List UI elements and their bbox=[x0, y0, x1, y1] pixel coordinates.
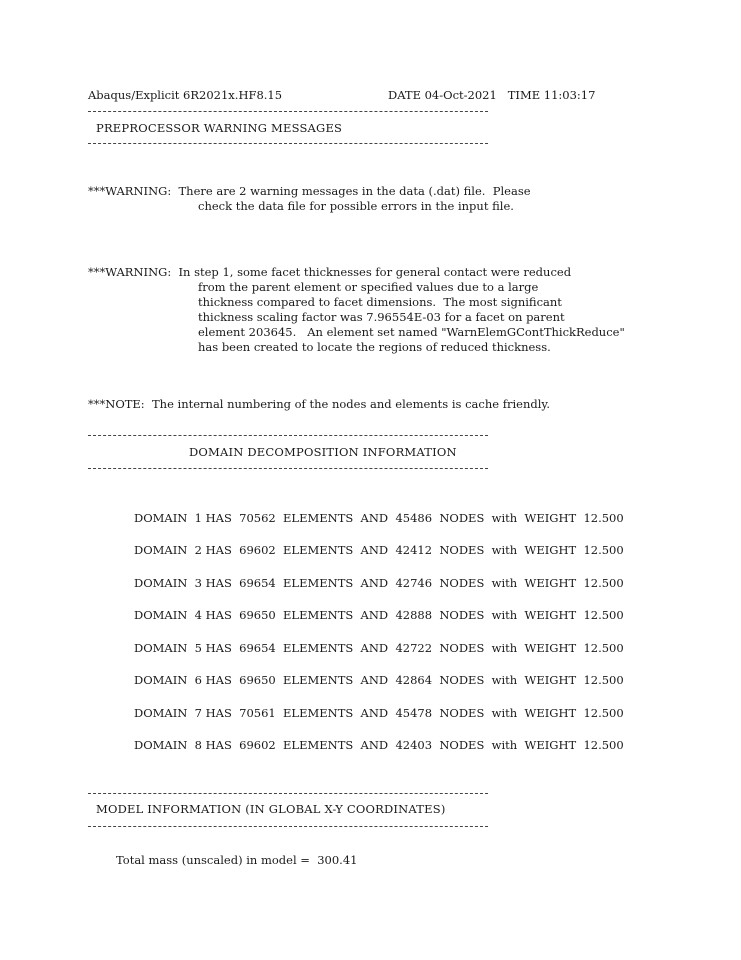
total-mass: Total mass (unscaled) in model = 300.41 bbox=[116, 853, 358, 867]
domain-row: DOMAIN 7 HAS 70561 ELEMENTS AND 45478 NODES with WEIGHT 12.500 bbox=[134, 706, 624, 720]
domain-row: DOMAIN 1 HAS 70562 ELEMENTS AND 45486 NODES with WEIGHT 12.500 bbox=[134, 511, 624, 525]
warning-line: from the parent element or specified values due to a large bbox=[198, 280, 539, 294]
preprocessor-title: PREPROCESSOR WARNING MESSAGES bbox=[96, 121, 343, 135]
warning-line: ***WARNING: There are 2 warning messages in the data (.dat) file. Please bbox=[88, 184, 531, 198]
divider bbox=[88, 826, 488, 827]
divider bbox=[88, 468, 488, 469]
warning-line: thickness compared to facet dimensions. The most significant bbox=[198, 295, 562, 309]
model-section-title: MODEL INFORMATION (IN GLOBAL X-Y COORDINATES) bbox=[96, 802, 446, 816]
divider bbox=[88, 793, 488, 794]
divider bbox=[88, 143, 488, 144]
warning-line: element 203645. An element set named "WarnElemGContThickReduce" bbox=[198, 325, 625, 339]
domain-section-title: DOMAIN DECOMPOSITION INFORMATION bbox=[189, 445, 457, 459]
domain-row: DOMAIN 4 HAS 69650 ELEMENTS AND 42888 NODES with WEIGHT 12.500 bbox=[134, 608, 624, 622]
divider bbox=[88, 111, 488, 112]
warning-line: thickness scaling factor was 7.96554E-03 for a facet on parent bbox=[198, 310, 565, 324]
note-message: ***NOTE: The internal numbering of the nodes and elements is cache friendly. bbox=[88, 397, 551, 411]
warning-line: ***WARNING: In step 1, some facet thicknesses for general contact were reduced bbox=[88, 265, 572, 279]
program-version: Abaqus/Explicit 6R2021x.HF8.15 bbox=[88, 88, 283, 102]
domain-row: DOMAIN 6 HAS 69650 ELEMENTS AND 42864 NODES with WEIGHT 12.500 bbox=[134, 673, 624, 687]
domain-row: DOMAIN 3 HAS 69654 ELEMENTS AND 42746 NODES with WEIGHT 12.500 bbox=[134, 576, 624, 590]
divider bbox=[88, 435, 488, 436]
warning-message-2 bbox=[88, 265, 625, 355]
domain-row: DOMAIN 8 HAS 69602 ELEMENTS AND 42403 NODES with WEIGHT 12.500 bbox=[134, 738, 624, 752]
domain-row: DOMAIN 5 HAS 69654 ELEMENTS AND 42722 NODES with WEIGHT 12.500 bbox=[134, 641, 624, 655]
warning-line: check the data file for possible errors in the input file. bbox=[198, 199, 514, 213]
warning-line: has been created to locate the regions of reduced thickness. bbox=[198, 340, 551, 354]
warning-message-1 bbox=[88, 184, 531, 214]
domain-row: DOMAIN 2 HAS 69602 ELEMENTS AND 42412 NODES with WEIGHT 12.500 bbox=[134, 543, 624, 557]
date-time: DATE 04-Oct-2021 TIME 11:03:17 bbox=[388, 88, 596, 102]
